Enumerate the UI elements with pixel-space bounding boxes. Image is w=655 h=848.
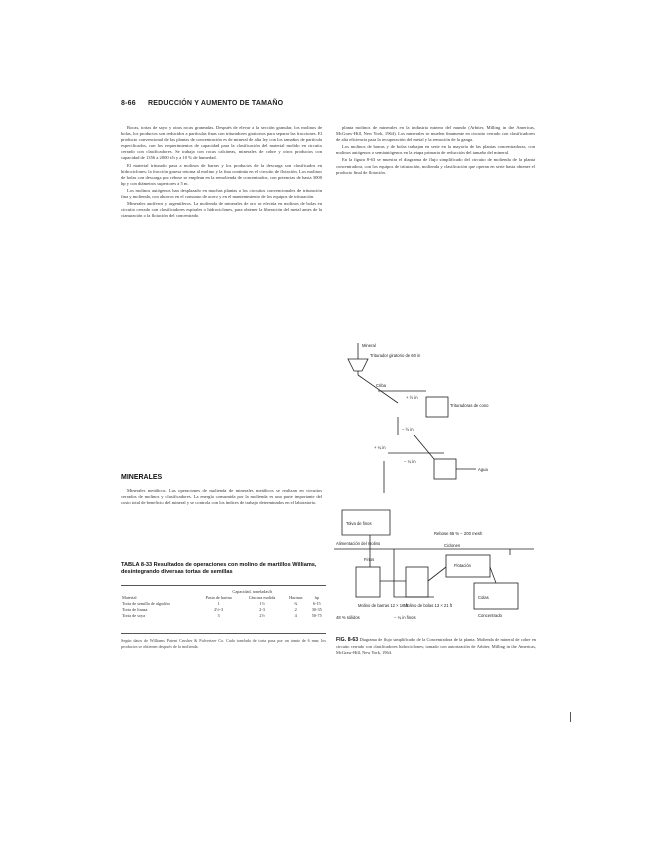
section-body — [121, 488, 322, 507]
column-header: Cáscara molida — [248, 594, 276, 600]
running-head: REDUCCIÓN Y AUMENTO DE TAMAÑO — [148, 100, 284, 107]
label-ore: Mineral — [362, 343, 376, 348]
table-cell: 2½-3 — [214, 606, 224, 612]
paragraph: Los molinos de barras y de bolas trabajan en serie en la mayoría de las plantas concentradoras, con molinos autógenos o semiautógenos en la etapa primaria de reducción del tamaño del mineral. — [336, 144, 535, 156]
figure-caption-text: Diagrama de flujo simplificado de la Concentradora de la planta. Molienda de mineral de cobre en circuito cerrado con clasificadores hidrociclones; tomado con autorización de Arbiter, Milling in the Americas, McGraw-Hill, New York, 1964. — [336, 637, 536, 655]
table-cell: 4 — [294, 612, 297, 618]
page-number: 8-66 — [121, 100, 136, 107]
label-percent: 48 % sólidos — [336, 615, 360, 620]
table-row — [121, 612, 326, 618]
table-title: TABLA 8-33 Resultados de operaciones con molino de martillos Williams, desintegrando diversas tortas de semillas — [121, 562, 317, 575]
label-rod-mill: Molino de barras 12 × 16 ft — [358, 603, 408, 608]
label-minus-half: − ½ in — [402, 427, 414, 432]
paragraph: planta molinos de minerales en la industria minera del mundo (Arbiter, Milling in the Americas, McGraw-Hill, New York, 1964). Los minerales se muelen finamente en circuito cerrado con clasificadores de alta eficiencia para la recuperación del metal y la remoción de la ganga. — [336, 125, 535, 143]
section-heading: MINERALES — [121, 474, 163, 481]
label-screen: Criba — [376, 383, 387, 388]
table-cell: 1 — [217, 600, 220, 606]
label-water: Agua — [478, 467, 488, 472]
table-cell: 2 — [294, 606, 297, 612]
column-group-header: Capacidad, toneladas/h — [232, 588, 273, 594]
cone-crusher-box — [426, 397, 448, 417]
flowsheet-figure — [334, 335, 536, 633]
label-concentrate: Concentrado — [478, 613, 502, 618]
table-cell: 3 — [217, 612, 220, 618]
table-cell: 1½ — [259, 600, 265, 606]
paragraph: El material triturado pasa a molinos de barras y los productos de la descarga son clasificados en hidrociclones; la fracción gruesa retorna al molino y la fina continúa en el circuito de flotación. Los molinos de bolas con descarga por rebose se emplean en la remolienda de concentrados, con potencias de hasta 3000 hp y con diámetros superiores a 5 m. — [121, 162, 322, 186]
label-flotation: Flotación — [454, 563, 471, 568]
ball-mill-box — [406, 567, 428, 597]
label-rod-feed: Alimentación del molino — [336, 541, 381, 546]
table-cell: Torta de semilla de algodón — [122, 600, 170, 606]
paragraph: Minerales auríferos y argentíferos. La molienda de minerales de oro se efectúa en molinos de bolas en circuito cerrado con clasificadores espirales o hidrociclones, para obtener la liberación del metal antes de la cianuración o la flotación del concentrado. — [121, 201, 322, 219]
table-cell: 2½ — [259, 612, 265, 618]
label-plus-half: + ½ in — [406, 395, 418, 400]
right-column — [336, 125, 535, 177]
column-header: Pasta de harina — [205, 594, 232, 600]
table-cell: 6-15 — [312, 600, 321, 606]
cone-crusher-box-2 — [434, 459, 456, 479]
column-header: Material — [122, 594, 137, 600]
flow-line — [414, 435, 434, 459]
label-crusher: Triturador giratorio de 60 in — [370, 353, 421, 358]
table-footnote: Según datos de Williams Patent Crusher & Pulverizer Co. Cada tonelada de torta pasa por un tamiz de 6 mm; los productos se obtienen después de la molienda. — [121, 638, 326, 649]
table-top-rule — [121, 585, 326, 586]
paragraph: Minerales metálicos. Las operaciones de molienda de minerales metálicos se realizan en circuitos cerrados de molinos y clasificadores. La energía consumida por la molienda es una parte importante del costo total de beneficio del mineral y se controla con los índices de trabajo determinados en el laboratorio. — [121, 488, 322, 506]
results-table — [121, 588, 326, 618]
label-tailings: Colas — [478, 595, 489, 600]
label-bin: Tolva de finos — [346, 521, 372, 526]
paragraph: Los molinos autógenos han desplazado en muchas plantas a los circuitos convencionales de trituración fina y molienda, con ahorros en el consumo de acero y en el mantenimiento de los equipos de trituración. — [121, 187, 322, 200]
table-cell: 50-75 — [311, 612, 322, 618]
rod-mill-box — [356, 567, 380, 597]
table-cell: 2-3 — [259, 606, 265, 612]
flow-line — [358, 375, 398, 403]
column-header: hp — [314, 594, 319, 600]
label-overflow: Rebose 65 % − 200 mesh — [434, 531, 483, 536]
label-cone: Trituradoras de cono — [450, 403, 489, 408]
table-cell: 30-35 — [311, 606, 322, 612]
table-bottom-rule — [121, 633, 326, 634]
column-header: Harinas — [289, 594, 303, 600]
margin-mark — [570, 712, 571, 722]
label-minus-sq: − ¼ in — [404, 459, 416, 464]
label-ball-mill: Molino de bolas 13 × 21 ft — [404, 603, 453, 608]
figure-caption — [336, 637, 536, 655]
flow-line — [490, 567, 496, 583]
table-cell: Torta de soya — [122, 612, 146, 618]
table-cell: Torta de linaza — [122, 606, 148, 612]
label-plus-sq: + ¼ in — [374, 445, 386, 450]
crusher-shape — [348, 359, 368, 371]
label-fines: − ¼ in finos — [394, 615, 416, 620]
label-rod-fine: Finos — [364, 557, 375, 562]
figure-label: FIG. 8-63 — [336, 637, 359, 643]
paragraph: En la figura 8-63 se muestra el diagrama de flujo simplificado del circuito de molienda de la planta concentradora, con los equipos de trituración, molienda y clasificación que operan en serie hasta obtener el producto final de flotación. — [336, 157, 535, 175]
label-cyclone: Ciclones — [444, 543, 461, 548]
paragraph: Rocas, tortas de sayo y otras rocas graneadas. Después de elevar a la sección granular, los molinos de bolas, los productos son reducidos a partículas finas con trituradores giratorios para separar las fracciones. El producto convencional de las plantas de concentración es de mineral de alta ley con los tamaños de partícula especificados, con los requerimientos de capacidad para la clasificación del material molido en circuito cerrado con clasificadores. Se trabaja con rocas calcáreas, minerales de cobre y otros productos con capacidad de 1356 a 2000 t/h y a 10 % de humedad. — [121, 125, 322, 161]
table-cell: ¾ — [294, 600, 298, 606]
flow-line — [428, 567, 446, 581]
left-column — [121, 125, 322, 220]
